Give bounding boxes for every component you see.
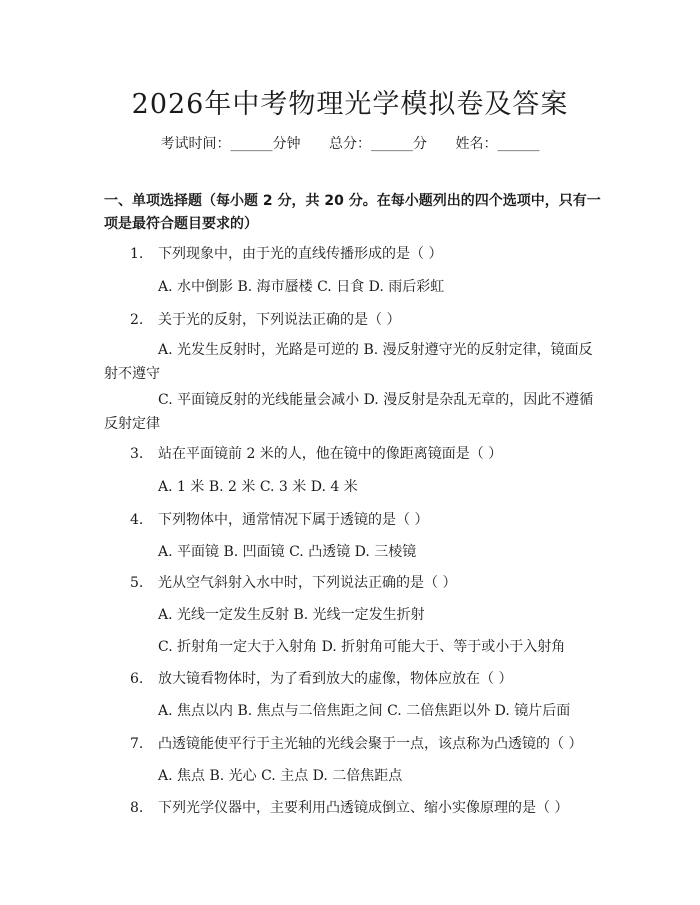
question-options: A. 水中倒影 B. 海市蜃楼 C. 日食 D. 雨后彩虹 — [158, 279, 445, 295]
question-number: 5. — [130, 575, 144, 591]
question-number: 8. — [130, 800, 144, 816]
question-options: C. 折射角一定大于入射角 D. 折射角可能大于、等于或小于入射角 — [158, 639, 566, 655]
question-options: A. 焦点 B. 光心 C. 主点 D. 二倍焦距点 — [158, 768, 403, 784]
question — [130, 668, 512, 688]
question-text: 光从空气斜射入水中时，下列说法正确的是（ ） — [158, 575, 457, 591]
question — [130, 733, 582, 753]
question-text: 关于光的反射，下列说法正确的是（ ） — [158, 312, 401, 328]
question-options: A. 光线一定发生反射 B. 光线一定发生折射 — [158, 607, 425, 623]
question-text: 下列光学仪器中，主要利用凸透镜成倒立、缩小实像原理的是（ ） — [158, 800, 569, 816]
question-text: 站在平面镜前 2 米的人，他在镜中的像距离镜面是（ ） — [158, 446, 503, 462]
question — [130, 443, 502, 463]
question-number: 4. — [130, 512, 144, 528]
question-options: A. 平面镜 B. 凹面镜 C. 凸透镜 D. 三棱镜 — [158, 544, 417, 560]
question-options: C. 平面镜反射的光线能量会减小 D. 漫反射是杂乱无章的，因此不遵循反射定律 — [104, 392, 594, 432]
question-text: 凸透镜能使平行于主光轴的光线会聚于一点，该点称为凸透镜的（ ） — [158, 736, 583, 752]
question-number: 1. — [130, 246, 144, 262]
total-score-field: 总分：______分 — [329, 136, 427, 152]
exam-time-field: 考试时间：______分钟 — [160, 136, 301, 152]
question-number: 7. — [130, 736, 144, 752]
student-name-field: 姓名：______ — [455, 136, 540, 152]
section-heading: 一、单项选择题（每小题 2 分，共 20 分。在每小题列出的四个选项中，只有一项是最符合题目要求的） — [104, 193, 601, 232]
question-text: 放大镜看物体时，为了看到放大的虚像，物体应放在（ ） — [158, 671, 513, 687]
question — [130, 572, 456, 592]
exam-meta-line — [0, 133, 700, 153]
question-number: 6. — [130, 671, 144, 687]
question-options: A. 焦点以内 B. 焦点与二倍焦距之间 C. 二倍焦距以外 D. 镜片后面 — [158, 703, 571, 719]
question-text: 下列物体中，通常情况下属于透镜的是（ ） — [158, 512, 429, 528]
question-options: A. 1 米 B. 2 米 C. 3 米 D. 4 米 — [158, 479, 358, 495]
question — [130, 509, 428, 529]
question-number: 3. — [130, 446, 144, 462]
question — [130, 797, 568, 817]
page-title: 2026年中考物理光学模拟卷及答案 — [131, 89, 569, 120]
question-text: 下列现象中，由于光的直线传播形成的是（ ） — [158, 246, 443, 262]
question — [130, 243, 442, 263]
question-options: A. 光发生反射时，光路是可逆的 B. 漫反射遵守光的反射定律，镜面反射不遵守 — [104, 342, 593, 382]
question-number: 2. — [130, 312, 144, 328]
question — [130, 309, 400, 329]
